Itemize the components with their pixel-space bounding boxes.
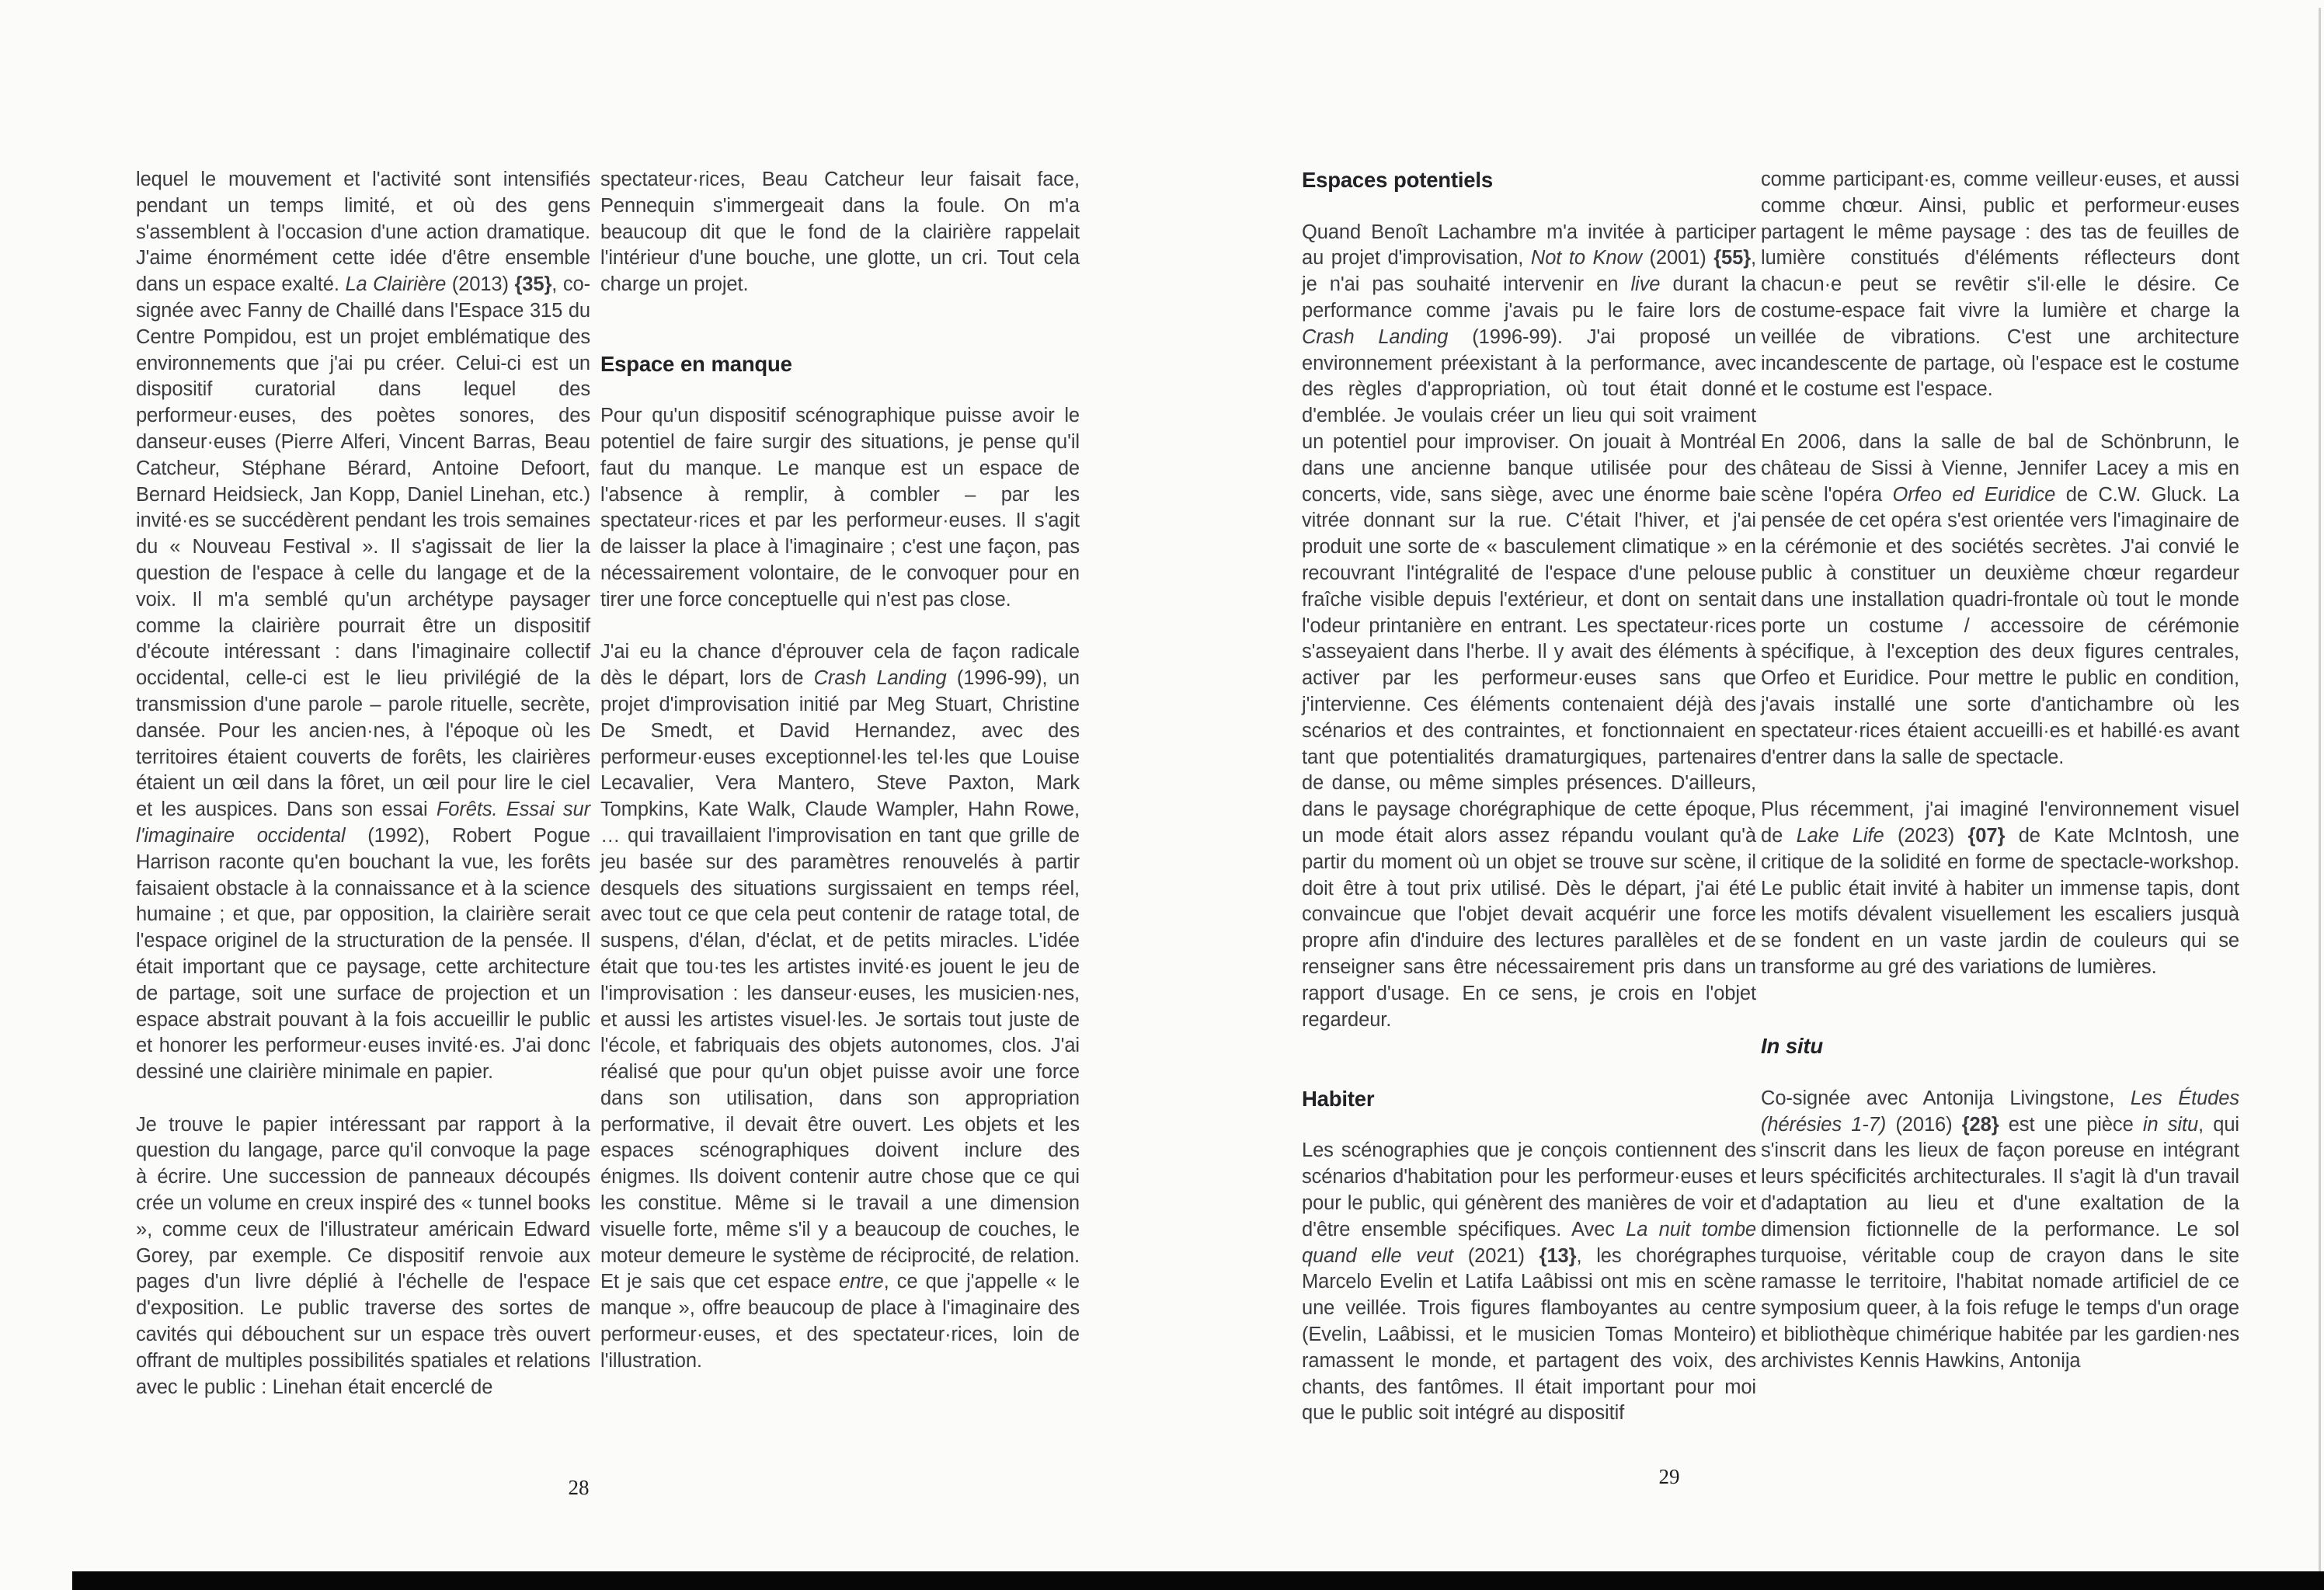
section-heading: In situ xyxy=(1761,1034,1823,1059)
text-run: (2021) xyxy=(1453,1244,1539,1267)
text-run: lequel le mouvement et l'activité sont intensifiés pendant un temps limité, et où des gens s'assemblent à l'occasion d'une action dramatique. J'aime énormément cette idée d'être ensemble dans un espace exalté. xyxy=(136,169,590,296)
section-heading: Espace en manque xyxy=(600,351,792,376)
paragraph xyxy=(136,167,590,1086)
text-run: (1996-99). J'ai proposé un environnement préexistant à la performance, avec des règles d'appropriation, où tout était donné d'emblée. Je voulais créer un lieu qui soit vraiment un potentiel pour improviser. On jouait à Montréal dans une ancienne banque utilisée pour des concerts, vide, sans siège, avec une énorme baie vitrée donnant sur la rue. C'était l'hiver, et j'ai produit une sorte de « basculement climatique » en recouvrant l'intégralité de l'espace d'une pelouse fraîche visible depuis l'extérieur, et dont on sentait l'odeur printanière en entrant. Les spectateur·rices s'asseyaient dans l'herbe. Il y avait des éléments à activer par les performeur·euses sans que j'intervienne. Ces éléments contenaient déjà des scénarios et des contraintes, et fonctionnaient en tant que potentialités dramaturgiques, partenaires de danse, ou même simples présences. D'ailleurs, dans le paysage chorégraphique de cette époque, un mode était alors assez répandu voulant qu'à partir du moment où un objet se trouve sur scène, il doit être à tout prix utilisé. Dès le départ, j'ai été convaincue que l'objet devait acquérir une force propre afin d'induire des lectures parallèles et de renseigner sans être nécessairement pris dans un rapport d'usage. En ce sens, je crois en l'objet regardeur. xyxy=(1302,325,1757,1031)
text-run: Les scénographies que je conçois contiennent des scénarios d'habitation pour les performeur·euses et pour le public, qui génèrent des manières de voir et d'être ensemble spécifiques. Avec xyxy=(1302,1139,1756,1240)
text-run: comme participant·es, comme veilleur·euses, et aussi comme chœur. Ainsi, public et performeur·euses partagent le même paysage : des tas de feuilles de lumière constitués d'éléments réflecteurs dont chacun·e peut se revêtir s'il·elle le désire. Ce costume-espace fait vivre la lumière et charge la veillée de vibrations. C'est une architecture incandescente de partage, où l'espace est le costume et le costume est l'espace. xyxy=(1761,169,2239,401)
text-run: (1992), Robert Pogue Harrison raconte qu'en bouchant la vue, les forêts faisaient obstacle à la connaissance et à la science humaine ; et que, par opposition, la clairière serait l'espace originel de la structuration de la pensée. Il était important que ce paysage, cette architecture de partage, soit une surface de projection et un espace abstrait pouvant à la fois accueillir le public et honorer les performeur·euses invité·es. J'ai donc dessiné une clairière minimale en papier. xyxy=(136,824,590,1084)
text-run: spectateur·rices, Beau Catcheur leur faisait face, Pennequin s'immergeait dans la foule. On m'a beaucoup dit que le fond de la clairière rappelait l'intérieur d'une bouche, une glotte, un cri. Tout cela charge un projet. xyxy=(600,169,1080,296)
text-run: J'ai eu la chance d'éprouver cela de façon radicale dès le départ, lors de xyxy=(600,641,1080,690)
italic-text-run: Les Études (hérésies 1-7) xyxy=(1761,1087,2239,1136)
italic-text-run: Lake Life xyxy=(1796,824,1884,847)
text-run: (2013) xyxy=(446,273,515,296)
text-run: (2016) xyxy=(1886,1113,1962,1136)
italic-text-run: entre xyxy=(839,1271,884,1293)
italic-text-run: live xyxy=(1630,273,1661,296)
text-run: Je trouve le papier intéressant par rapport à la question du langage, parce qu'il convoque la page à écrire. Une succession de panneaux découpés crée un volume en creux inspiré des « tunnel books », comme ceux de l'illustrateur américain Edward Gorey, par exemple. Ce dispositif renvoie aux pages d'un livre déplié à l'échelle de l'espace d'exposition. Le public traverse des sortes de cavités qui débouchent sur un espace très ouvert offrant de multiples possibilités spatiales et relations avec le public : Linehan était encerclé de xyxy=(136,1113,590,1398)
text-run: , les chorégraphes Marcelo Evelin et Latifa Laâbissi ont mis en scène une veillée. Trois figures flamboyantes au centre (Evelin, Laâbissi, et le musicien Tomas Monteiro) ramassent le monde, et partagent des voix, des chants, des fantômes. Il était important pour moi que le public soit intégré au dispositif xyxy=(1302,1244,1756,1425)
text-column-2 xyxy=(600,167,1080,1400)
italic-text-run: La nuit tombe quand elle veut xyxy=(1302,1218,1756,1267)
italic-text-run: La Clairière xyxy=(345,273,447,296)
paragraph xyxy=(1761,1086,2239,1375)
text-run: , qui s'inscrit dans les lieux de façon poreuse en intégrant leurs spécificités architecturales. Il s'agit là d'un travail d'adaptation au lieu et d'une exaltation de la dimension fictionnelle de la performance. Le sol turquoise, véritable coup de crayon dans le site ramasse le territoire, l'habitat nomade artificiel de ce symposium queer, à la fois refuge le temps d'un orage et bibliothèque chimérique habitée par les gardien·nes archivistes Kennis Hawkins, Antonija xyxy=(1761,1113,2239,1372)
text-column-4 xyxy=(1761,167,2239,1400)
page-29 xyxy=(1162,0,2324,1590)
italic-text-run: Not to Know xyxy=(1530,247,1642,270)
bold-text-run: {13} xyxy=(1539,1244,1577,1267)
book-bottom-edge xyxy=(72,1571,2324,1590)
text-run: , je n'ai pas souhaité intervenir en xyxy=(1302,247,1756,296)
text-run: , ce que j'appelle « le manque », offre beaucoup de place à l'imaginaire des performeur·euses, et des spectateur·rices, loin de l'illustration. xyxy=(600,1271,1080,1372)
bold-text-run: {28} xyxy=(1961,1113,1999,1136)
section-heading: Habiter xyxy=(1302,1086,1375,1111)
text-run: En 2006, dans la salle de bal de Schönbrunn, le château de Sissi à Vienne, Jennifer Lacey a mis en scène l'opéra xyxy=(1761,430,2239,506)
paragraph xyxy=(136,1112,590,1401)
bold-text-run: {07} xyxy=(1967,824,2006,847)
text-run: est une pièce xyxy=(1999,1113,2143,1136)
text-column-3 xyxy=(1302,167,1756,1453)
paragraph xyxy=(600,167,1080,298)
paragraph xyxy=(1761,430,2239,771)
text-run: Co-signée avec Antonija Livingstone, xyxy=(1761,1087,2131,1109)
text-run: de C.W. Gluck. La pensée de cet opéra s'est orientée vers l'imaginaire de la cérémonie et des sociétés secrètes. J'ai convié le public à constituer un deuxième chœur regardeur dans une installation quadri-frontale où tout le monde porte un costume / accessoire de cérémonie spécifique, à l'exception des deux figures centrales, Orfeo et Euridice. Pour mettre le public en condition, j'avais installé une sorte d'antichambre où les spectateur·rices étaient accueilli·es et habillé·es avant d'entrer dans la salle de spectacle. xyxy=(1761,483,2239,768)
italic-text-run: in situ xyxy=(2142,1113,2199,1136)
text-run: Plus récemment, j'ai imaginé l'environnement visuel de xyxy=(1761,798,2239,847)
text-run: Quand Benoît Lachambre m'a invitée à participer au projet d'improvisation, xyxy=(1302,221,1756,270)
paragraph xyxy=(1761,797,2239,981)
page-number-left: 28 xyxy=(568,1476,590,1499)
text-run: , co-signée avec Fanny de Chaillé dans l'Espace 315 du Centre Pompidou, est un projet emblématique des environnements que j'ai pu créer. Celui-ci est un dispositif curatorial dans lequel des performeur·euses, des poètes sonores, des danseur·euses (Pierre Alferi, Vincent Barras, Beau Catcheur, Stéphane Bérard, Antoine Defoort, Bernard Heidsieck, Jan Kopp, Daniel Linehan, etc.) invité·es se succédèrent pendant les trois semaines du « Nouveau Festival ». Il s'agissait de lier la question de l'espace à celle du langage et de la voix. Il m'a semblé qu'un archétype paysager comme la clairière pourrait être un dispositif d'écoute intéressant : dans l'imaginaire collectif occidental, celle-ci est le lieu privilégié de la transmission d'une parole – parole rituelle, secrète, dansée. Pour les ancien·nes, à l'époque où les territoires étaient couverts de forêts, les clairières étaient un œil dans la fôret, un œil pour lire le ciel et les auspices. Dans son essai xyxy=(136,273,590,821)
text-run: de Kate McIntosh, une critique de la solidité en forme de spectacle-workshop. Le public était invité à habiter un immense tapis, dont les motifs dévalent visuellement les escaliers jusquà se fondent en un vaste jardin de couleurs qui se transforme au gré des variations de lumières. xyxy=(1761,824,2239,978)
paragraph xyxy=(1761,167,2239,403)
text-run: (2001) xyxy=(1641,247,1714,270)
page-number-right: 29 xyxy=(1658,1465,1680,1488)
italic-text-run: Crash Landing xyxy=(813,667,947,690)
bold-text-run: {35} xyxy=(514,273,552,296)
italic-text-run: Crash Landing xyxy=(1302,325,1449,348)
italic-text-run: Orfeo ed Euridice xyxy=(1892,483,2056,506)
paragraph xyxy=(600,403,1080,613)
text-run: (1996-99), un projet d'improvisation initié par Meg Stuart, Christine De Smedt, et David Hernandez, avec des performeur·euses exceptionnel·les tel·les que Louise Lecavalier, Vera Mantero, Steve Paxton, Mark Tompkins, Kate Walk, Claude Wampler, Hahn Rowe, … qui travaillaient l'improvisation en tant que grille de jeu basée sur des paramètres renouvelés à partir desquels des situations surgissaient en temps réel, avec tout ce que cela peut contenir de ratage total, de suspens, d'élan, d'éclat, et de petits miracles. L'idée était que tou·tes les artistes invité·es jouent le jeu de l'improvisation : les danseur·euses, les musicien·nes, et aussi les artistes visuel·les. Je sortais tout juste de l'école, et fabriquais des objets autonomes, clos. J'ai réalisé que pour qu'un objet puisse avoir une force dans son utilisation, dans son appropriation performative, il devait être ouvert. Les objets et les espaces scénographiques doivent inclure des énigmes. Ils doivent contenir autre chose que ce qui les constitue. Même si le travail a une dimension visuelle forte, même s'il y a beaucoup de couches, le moteur demeure le système de réciprocité, de relation. Et je sais que cet espace xyxy=(600,667,1080,1293)
text-column-1 xyxy=(136,167,590,1427)
text-run: durant la performance comme j'avais pu le faire lors de xyxy=(1302,273,1756,322)
section-heading: Espaces potentiels xyxy=(1302,168,1493,192)
text-run: (2023) xyxy=(1884,824,1968,847)
paragraph xyxy=(1302,1138,1756,1427)
photo-right-edge-line xyxy=(2319,8,2321,1571)
bold-text-run: {55} xyxy=(1713,247,1751,270)
paragraph xyxy=(600,639,1080,1374)
italic-text-run: Forêts. Essai sur l'imaginaire occidental xyxy=(136,798,590,847)
text-run: Pour qu'un dispositif scénographique puisse avoir le potentiel de faire surgir des situations, je pense qu'il faut du manque. Le manque est un espace de l'absence à remplir, à combler – par les spectateur·rices et par les performeur·euses. Il s'agit de laisser la place à l'imaginaire ; c'est une façon, pas nécessairement volontaire, de le convoquer pour en tirer une force conceptuelle qui n'est pas close. xyxy=(600,405,1080,611)
paragraph xyxy=(1302,220,1756,1034)
